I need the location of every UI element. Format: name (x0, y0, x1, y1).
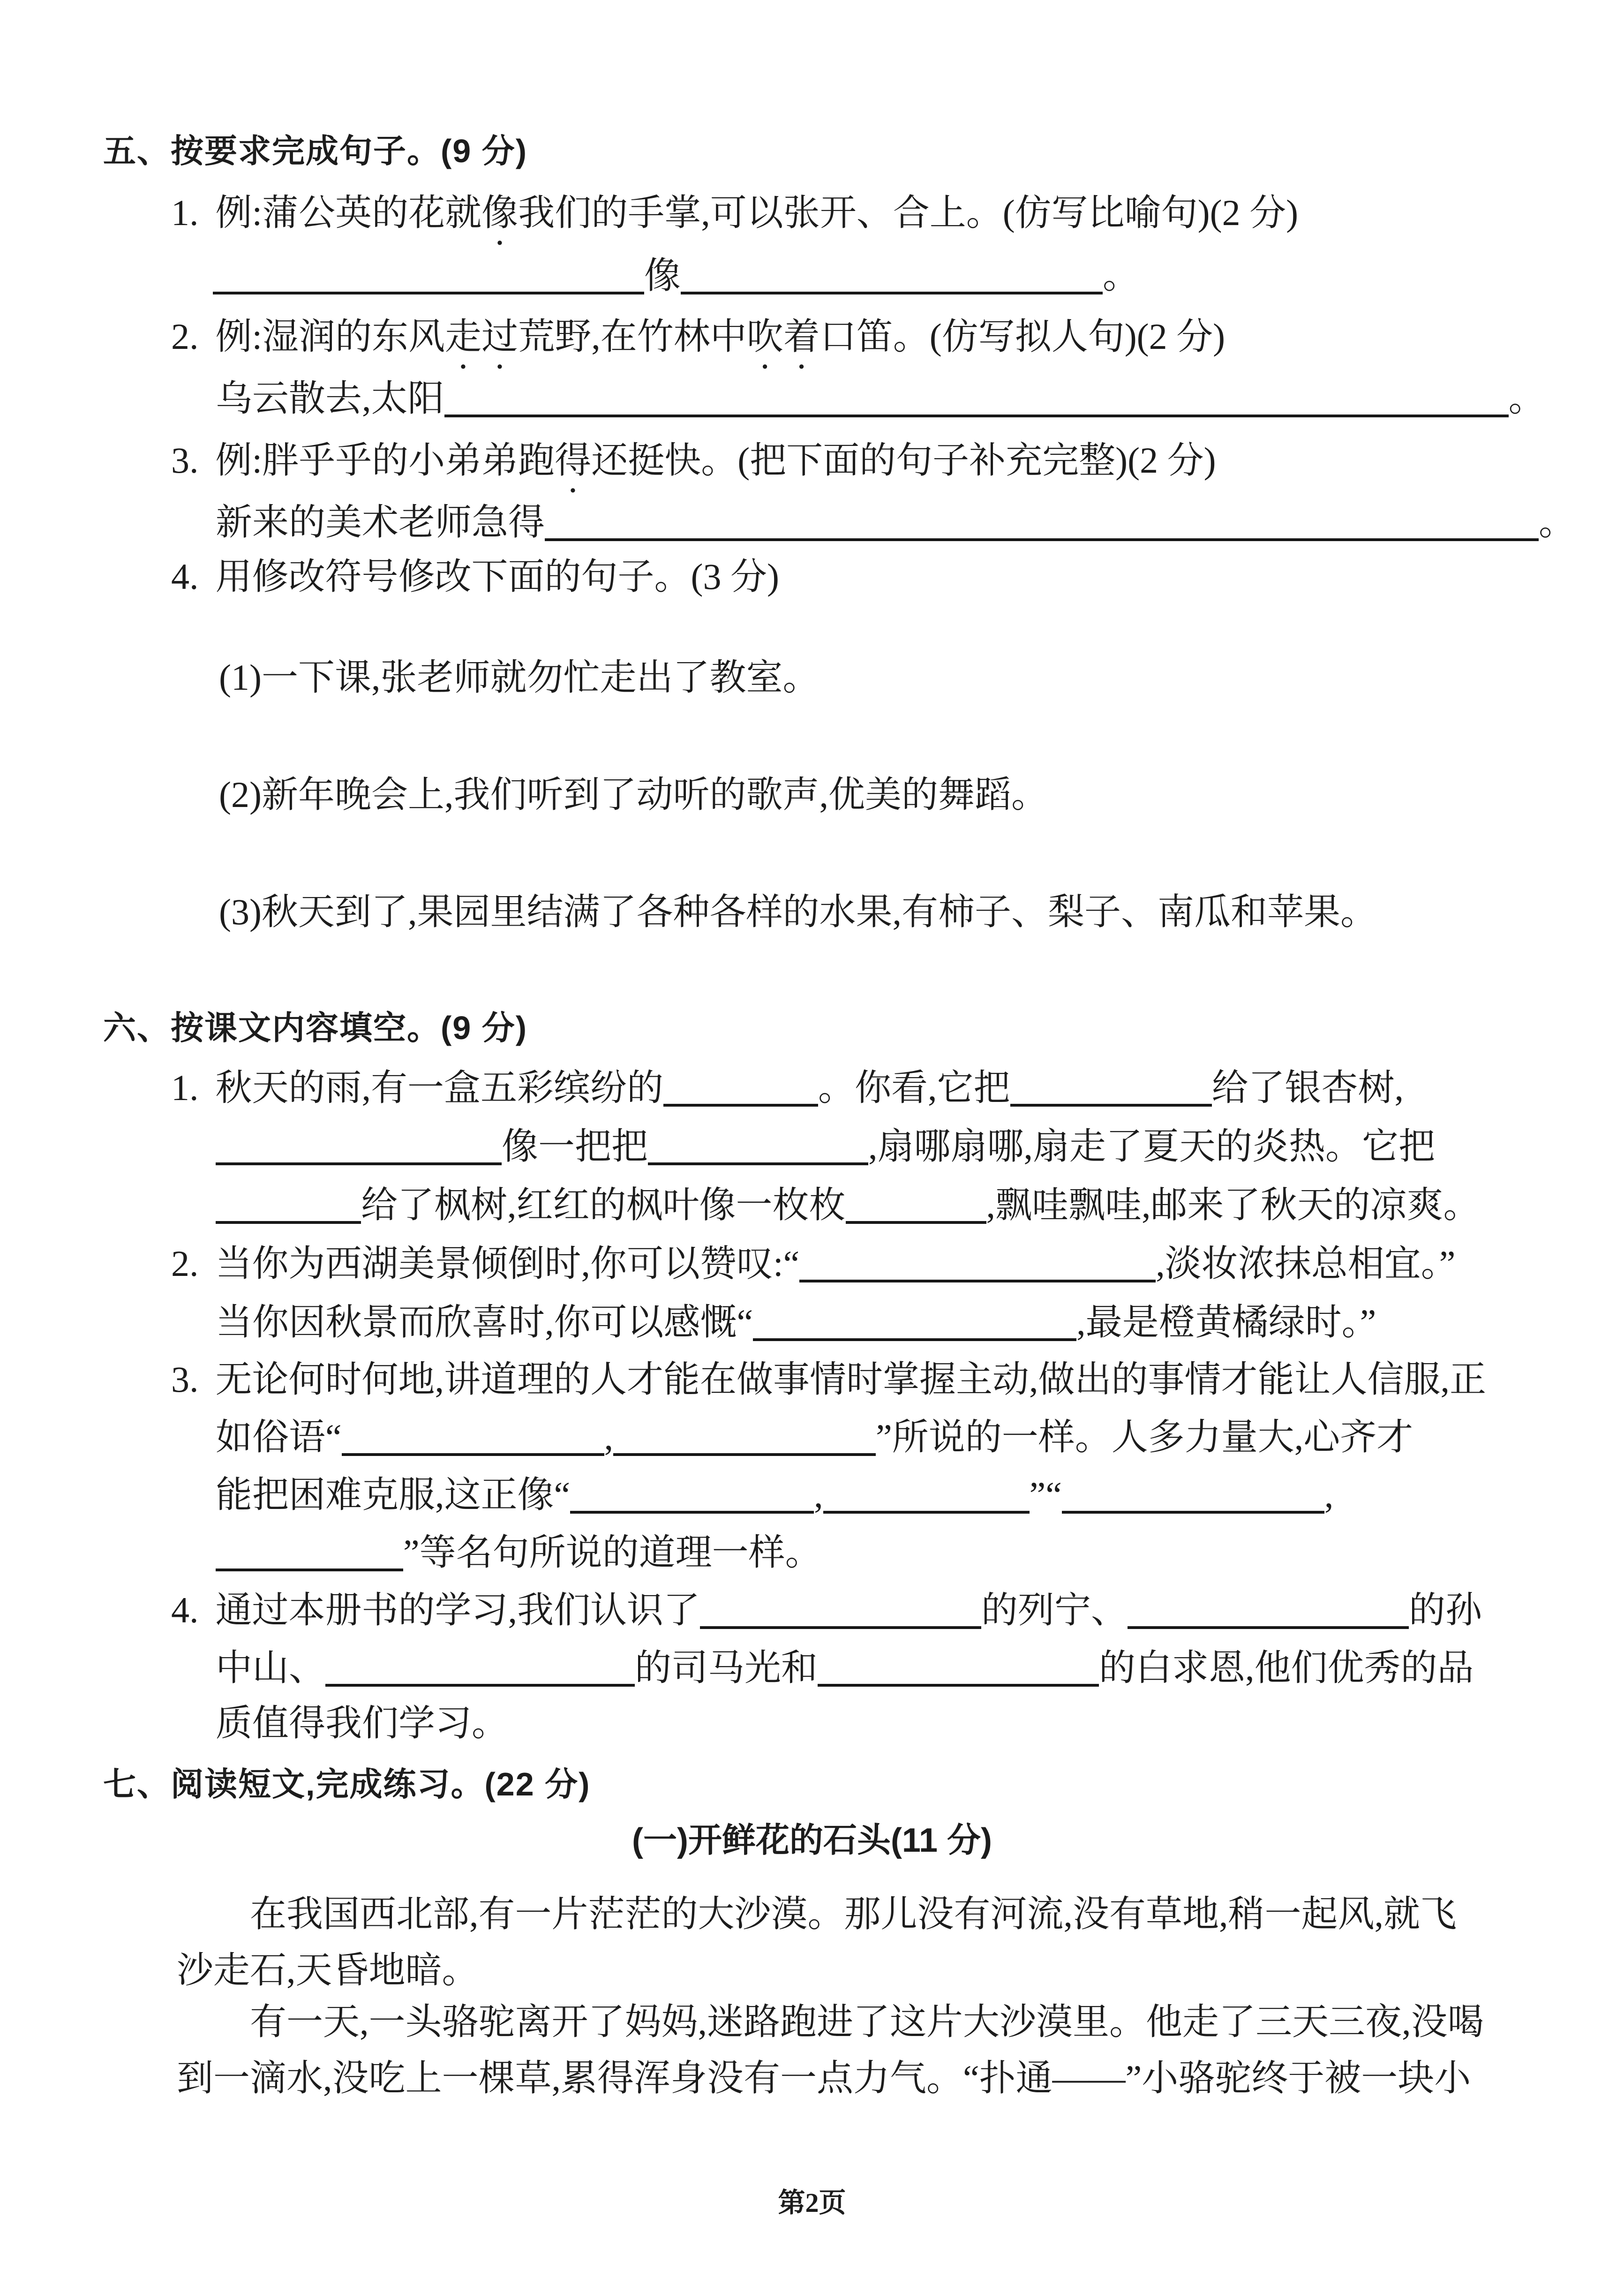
s5-q4-number: 4. (171, 556, 199, 597)
s5-q3-emphasized-char: 得 (555, 440, 592, 481)
s6-q1-blank-6[interactable] (846, 1221, 986, 1224)
s7-paragraph1-line2: 沙走石,天昏地暗。 (177, 1950, 479, 1991)
s6-q3-blank-5[interactable] (1062, 1511, 1324, 1514)
s6-q2-blank-2[interactable] (753, 1338, 1076, 1341)
s6-q1-blank-5[interactable] (216, 1221, 361, 1224)
s5-q2-answer-stem: 乌云散去,太阳 (216, 378, 444, 419)
s6-q3-text-3b: , (814, 1474, 823, 1515)
s5-q3-text-pre: 例:胖乎乎的小弟弟跑 (215, 440, 555, 481)
s5-q2-text-mid: 荒野,在竹林中 (518, 316, 747, 357)
s6-q2-text-2a: 当你因秋景而欣喜时,你可以感慨“ (216, 1302, 753, 1342)
s6-q3-text-1: 无论何时何地,讲道理的人才能在做事情时掌握主动,做出的事情才能让人信服,正 (215, 1359, 1487, 1400)
s5-q1-example-line (171, 189, 1298, 236)
s6-q1-line-1 (171, 1064, 1404, 1111)
s5-q2-number: 2. (171, 316, 199, 357)
s6-q4-text-2c: 的白求恩,他们优秀的品 (1099, 1647, 1474, 1688)
s5-q3-number: 3. (171, 440, 199, 481)
s6-q3-text-3c: ”“ (1029, 1474, 1062, 1515)
s6-q2-line-1 (171, 1240, 1455, 1287)
s6-q2-text-1a: 当你为西湖美景倾倒时,你可以赞叹:“ (215, 1243, 800, 1284)
s6-q4-text-1b: 的列宁、 (981, 1590, 1128, 1630)
s6-q3-number: 3. (171, 1359, 199, 1400)
s5-q4-sentence-3: (3)秋天到了,果园里结满了各种各样的水果,有柿子、梨子、南瓜和苹果。 (219, 891, 1377, 932)
s6-q1-line-3 (216, 1182, 1480, 1229)
s5-q3-text-post: 还挺快。(把下面的句子补充完整)(2 分) (591, 440, 1216, 481)
s5-q1-text-post: 我们的手掌,可以张开、合上。(仿写比喻句)(2 分) (518, 192, 1299, 233)
s5-q2-emphasized-chars-1: 走过 (445, 316, 519, 357)
s6-q3-line-2 (216, 1414, 1413, 1461)
s6-q3-line-4 (216, 1529, 822, 1576)
s5-q1-answer-blank-2[interactable] (681, 292, 1103, 294)
s7-paragraph2-line2: 到一滴水,没吃上一棵草,累得浑身没有一点力气。“扑通——”小骆驼终于被一块小 (177, 2058, 1471, 2098)
s6-q1-text-1a: 秋天的雨,有一盒五彩缤纷的 (215, 1067, 664, 1108)
s6-q1-number: 1. (171, 1067, 199, 1108)
s6-q2-text-1b: ,淡妆浓抹总相宜。” (1156, 1243, 1456, 1284)
s6-q1-blank-2[interactable] (1010, 1104, 1212, 1107)
s6-q3-blank-3[interactable] (570, 1511, 814, 1514)
s6-q2-number: 2. (171, 1243, 199, 1284)
s6-q1-text-2a: 像一把把 (502, 1126, 648, 1167)
s6-q3-blank-4[interactable] (823, 1511, 1030, 1514)
s5-q3-example-line (171, 437, 1216, 484)
s5-q1-answer-line (213, 252, 1139, 299)
s6-q2-text-2b: ,最是橙黄橘绿时。” (1076, 1302, 1376, 1342)
s5-q3-answer-line (216, 499, 1575, 546)
s6-q3-text-4a: ”等名句所说的道理一样。 (403, 1532, 822, 1573)
s7-paragraph2-line1: 有一天,一头骆驼离开了妈妈,迷路跑进了这片大沙漠里。他走了三天三夜,没喝 (250, 2001, 1484, 2042)
s6-q3-blank-2[interactable] (613, 1453, 876, 1456)
s6-q1-line-2 (216, 1123, 1435, 1170)
s6-q3-line-3 (216, 1471, 1333, 1518)
s6-q4-text-1a: 通过本册书的学习,我们认识了 (215, 1590, 700, 1630)
s5-q4-sentence-2: (2)新年晚会上,我们听到了动听的歌声,优美的舞蹈。 (219, 774, 1048, 815)
s7-paragraph1-line1: 在我国西北部,有一片茫茫的大沙漠。那儿没有河流,没有草地,稍一起风,就飞 (250, 1893, 1457, 1934)
s6-q1-text-3a: 给了枫树,红红的枫叶像一枚枚 (361, 1184, 846, 1225)
s5-q2-answer-blank[interactable] (444, 415, 1509, 417)
s6-q4-line-1 (171, 1587, 1482, 1634)
s5-q2-text-post: 口笛。(仿写拟人句)(2 分) (820, 316, 1226, 357)
s5-q4-sentence-1: (1)一下课,张老师就勿忙走出了教室。 (219, 657, 820, 698)
s6-q3-text-2a: 如俗语“ (216, 1417, 342, 1457)
s6-q3-text-2b: , (604, 1417, 614, 1457)
s6-q4-text-2b: 的司马光和 (635, 1647, 818, 1688)
s6-q3-line-1 (171, 1356, 1486, 1403)
s6-q1-text-3b: ,飘哇飘哇,邮来了秋天的凉爽。 (986, 1184, 1480, 1225)
s5-q4-text: 用修改符号修改下面的句子。(3 分) (215, 556, 779, 597)
s5-q3-answer-stem: 新来的美术老师急得 (216, 502, 545, 543)
s5-q4-prompt-line (171, 553, 779, 600)
page-number-label: 第2页 (778, 2187, 846, 2218)
s6-q2-line-2 (216, 1299, 1376, 1346)
s6-q3-blank-6[interactable] (216, 1569, 403, 1571)
s5-q1-answer-blank-1[interactable] (213, 292, 644, 294)
s6-q4-blank-2[interactable] (1128, 1626, 1409, 1629)
section5-heading: 五、按要求完成句子。(9 分) (103, 133, 527, 169)
s6-q1-blank-4[interactable] (648, 1162, 868, 1165)
s6-q3-text-3d: , (1324, 1474, 1334, 1515)
s5-q1-emphasized-char: 像 (481, 192, 519, 233)
s5-q2-answer-period: 。 (1508, 378, 1545, 419)
s5-q2-answer-line (216, 375, 1545, 422)
s7-passage-title: (一)开鲜花的石头(11 分) (632, 1822, 992, 1859)
s6-q4-text-1c: 的孙 (1409, 1590, 1482, 1630)
s5-q2-example-line (171, 313, 1225, 360)
s5-q1-answer-period: 。 (1103, 255, 1140, 296)
s6-q3-text-2c: ”所说的一样。人多力量大,心齐才 (876, 1417, 1413, 1457)
s5-q3-answer-period: 。 (1539, 502, 1576, 543)
s6-q4-blank-1[interactable] (700, 1626, 981, 1629)
s6-q4-line-3: 质值得我们学习。 (216, 1703, 509, 1743)
s6-q3-blank-1[interactable] (342, 1453, 604, 1456)
s6-q4-number: 4. (171, 1590, 199, 1630)
s6-q4-line-2 (216, 1644, 1474, 1691)
s5-q3-answer-blank[interactable] (545, 538, 1539, 541)
s6-q4-text-2a: 中山、 (216, 1647, 326, 1688)
s6-q3-text-3a: 能把困难克服,这正像“ (216, 1474, 571, 1515)
s5-q2-emphasized-chars-2: 吹着 (746, 316, 820, 357)
s6-q1-text-1c: 给了银杏树, (1211, 1067, 1404, 1108)
s6-q4-blank-4[interactable] (818, 1684, 1099, 1687)
s6-q1-blank-1[interactable] (663, 1104, 818, 1107)
section7-heading: 七、阅读短文,完成练习。(22 分) (103, 1766, 591, 1802)
s5-q1-number: 1. (171, 192, 199, 233)
s6-q4-blank-3[interactable] (325, 1684, 635, 1687)
s6-q1-text-1b: 。你看,它把 (818, 1067, 1010, 1108)
s6-q2-blank-1[interactable] (799, 1280, 1156, 1282)
s6-q1-text-2b: ,扇哪扇哪,扇走了夏天的炎热。它把 (868, 1126, 1436, 1167)
s5-q1-text-pre: 例:蒲公英的花就 (215, 192, 482, 233)
s5-q2-text-pre: 例:湿润的东风 (215, 316, 445, 357)
s5-q1-answer-like: 像 (644, 255, 681, 296)
section6-heading: 六、按课文内容填空。(9 分) (103, 1010, 527, 1046)
s6-q1-blank-3[interactable] (216, 1162, 502, 1165)
